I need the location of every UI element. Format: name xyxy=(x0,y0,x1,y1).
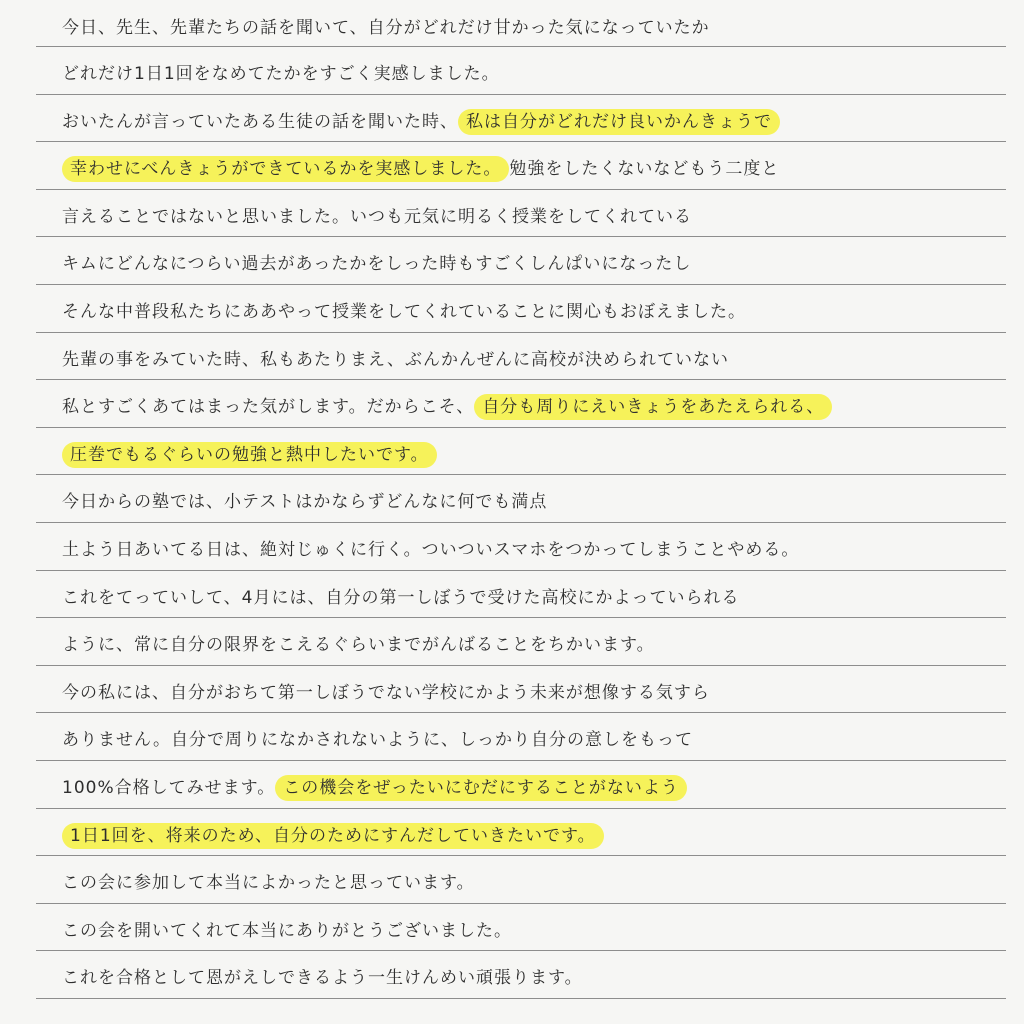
essay-line xyxy=(62,485,1012,519)
ruled-line xyxy=(36,141,1006,142)
ruled-line xyxy=(36,427,1006,428)
line-text: 今日からの塾では、小テストはかならずどんなに何でも満点 xyxy=(62,492,548,512)
essay-line xyxy=(62,247,1012,281)
highlighted-text: この機会をぜったいにむだにすることがないよう xyxy=(275,775,687,801)
ruled-line xyxy=(36,712,1006,713)
ruled-line xyxy=(36,665,1006,666)
highlighted-text: 私は自分がどれだけ良いかんきょうで xyxy=(458,109,780,135)
highlighted-text: 幸わせにべんきょうができているかを実感しました。 xyxy=(62,156,509,182)
ruled-line xyxy=(36,522,1006,523)
essay-line xyxy=(62,771,1012,805)
line-text: どれだけ1日1回をなめてたかをすごく実感しました。 xyxy=(62,64,500,84)
highlighted-text: 自分も周りにえいきょうをあたえられる、 xyxy=(474,394,832,420)
essay-line xyxy=(62,105,1012,139)
line-text: そんな中普段私たちにああやって授業をしてくれていることに関心もおぼえました。 xyxy=(62,302,746,322)
essay-line xyxy=(62,533,1012,567)
essay-line xyxy=(62,152,1012,186)
line-text: この会を開いてくれて本当にありがとうございました。 xyxy=(62,921,512,941)
essay-line xyxy=(62,200,1012,234)
line-text: 土よう日あいてる日は、絶対じゅくに行く。ついついスマホをつかってしまうことやめる。 xyxy=(62,540,800,560)
line-text: 私とすごくあてはまった気がします。だからこそ、 xyxy=(62,397,475,417)
ruled-line xyxy=(36,474,1006,475)
ruled-line xyxy=(36,94,1006,95)
line-text: これをてっていして、4月には、自分の第一しぼうで受けた高校にかよっていられる xyxy=(62,588,740,608)
line-text: 今日、先生、先輩たちの話を聞いて、自分がどれだけ甘かった気になっていたか xyxy=(62,18,710,38)
essay-line xyxy=(62,866,1012,900)
ruled-line xyxy=(36,903,1006,904)
essay-line xyxy=(62,723,1012,757)
essay-line xyxy=(62,438,1012,472)
ruled-line xyxy=(36,236,1006,237)
ruled-line xyxy=(36,332,1006,333)
line-text: おいたんが言っていたある生徒の話を聞いた時、 xyxy=(62,112,458,132)
essay-line xyxy=(62,914,1012,948)
highlighted-text: 1日1回を、将来のため、自分のためにすんだしていきたいです。 xyxy=(62,823,604,849)
ruled-line xyxy=(36,189,1006,190)
ruled-line xyxy=(36,284,1006,285)
ruled-line xyxy=(36,855,1006,856)
essay-line xyxy=(62,295,1012,329)
ruled-line xyxy=(36,760,1006,761)
line-text: 言えることではないと思いました。いつも元気に明るく授業をしてくれている xyxy=(62,207,692,227)
line-text: 今の私には、自分がおちて第一しぼうでない学校にかよう未来が想像する気すら xyxy=(62,683,710,703)
line-text: 100%合格してみせます。 xyxy=(62,778,276,798)
essay-line xyxy=(62,676,1012,710)
line-text: 勉強をしたくないなどもう二度と xyxy=(509,159,780,179)
essay-line xyxy=(62,11,1012,45)
essay-line xyxy=(62,581,1012,615)
essay-line xyxy=(62,628,1012,662)
essay-line xyxy=(62,961,1012,995)
ruled-line xyxy=(36,950,1006,951)
ruled-line xyxy=(36,570,1006,571)
line-text: ように、常に自分の限界をこえるぐらいまでがんばることをちかいます。 xyxy=(62,635,655,655)
essay-line xyxy=(62,390,1012,424)
essay-line xyxy=(62,343,1012,377)
line-text: これを合格として恩がえしできるよう一生けんめい頑張ります。 xyxy=(62,968,583,988)
ruled-line xyxy=(36,808,1006,809)
line-text: キムにどんなにつらい過去があったかをしった時もすごくしんぱいになったし xyxy=(62,254,692,274)
essay-line xyxy=(62,57,1012,91)
ruled-line xyxy=(36,46,1006,47)
essay-line xyxy=(62,819,1012,853)
ruled-line xyxy=(36,998,1006,999)
line-text: この会に参加して本当によかったと思っています。 xyxy=(62,873,475,893)
ruled-line xyxy=(36,617,1006,618)
highlighted-text: 圧巻でもるぐらいの勉強と熱中したいです。 xyxy=(62,442,437,468)
line-text: 先輩の事をみていた時、私もあたりまえ、ぶんかんぜんに高校が決められていない xyxy=(62,350,730,370)
line-text: ありません。自分で周りになかされないように、しっかり自分の意しをもって xyxy=(62,730,694,750)
ruled-line xyxy=(36,379,1006,380)
